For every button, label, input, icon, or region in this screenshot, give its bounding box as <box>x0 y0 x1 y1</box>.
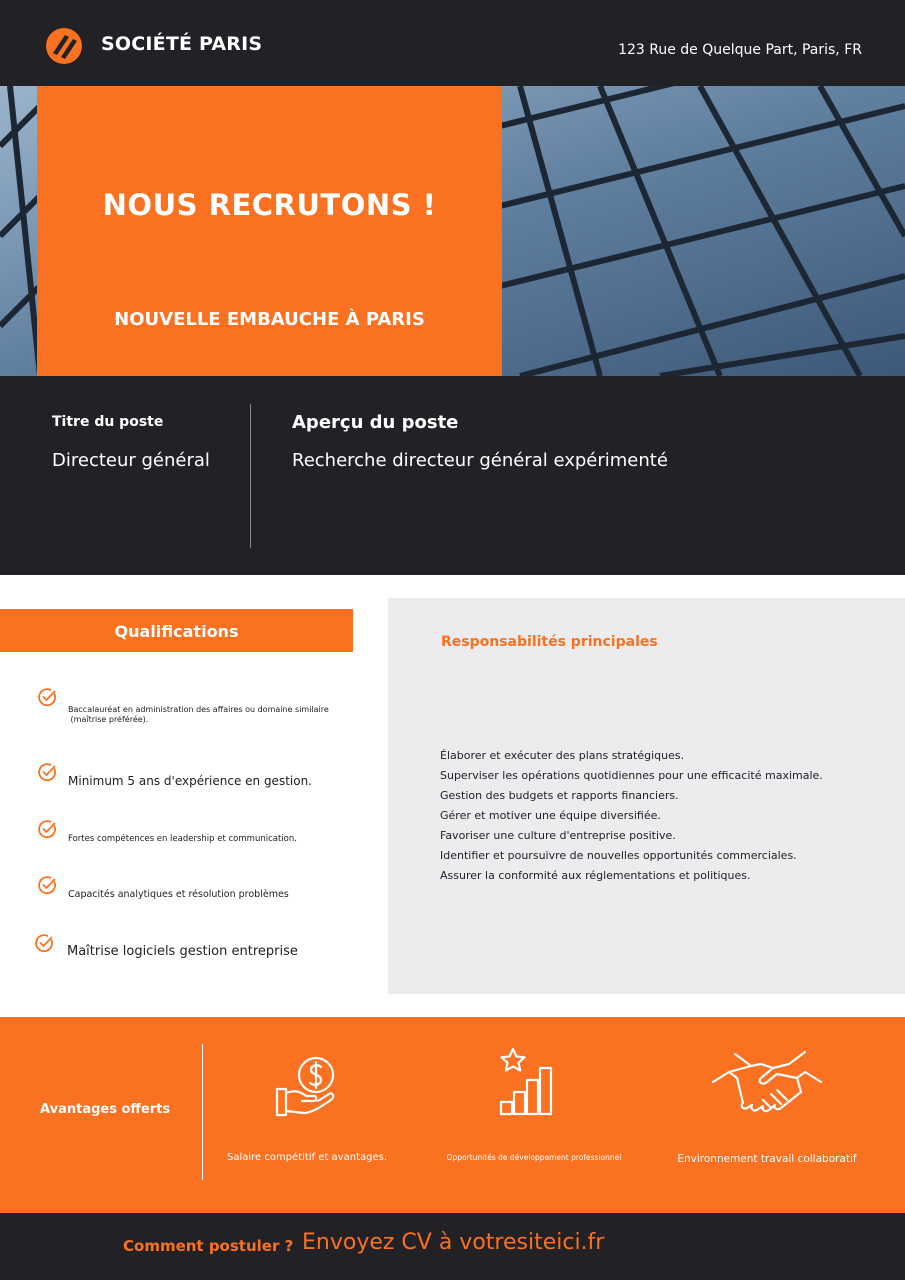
benefit-label: Environnement travail collaboratif <box>677 1153 857 1165</box>
qualification-item: Baccalauréat en administration des affaires ou domaine similaire (maîtrise préférée). <box>68 705 329 724</box>
company-address: 123 Rue de Quelque Part, Paris, FR <box>618 42 862 58</box>
qualification-item: Maîtrise logiciels gestion entreprise <box>67 944 298 959</box>
check-circle-icon <box>37 762 57 782</box>
check-circle-icon <box>34 933 54 953</box>
benefits-title: Avantages offerts <box>40 1102 171 1117</box>
apply-link[interactable]: Envoyez CV à votresiteici.fr <box>302 1230 605 1255</box>
qualification-item: Minimum 5 ans d'expérience en gestion. <box>68 774 312 788</box>
check-circle-icon <box>37 687 57 707</box>
check-circle-icon <box>37 875 57 895</box>
responsibilities-list <box>440 746 823 886</box>
company-name: SOCIÉTÉ PARIS <box>101 33 263 55</box>
job-title-label: Titre du poste <box>52 414 164 430</box>
company-logo <box>45 27 83 65</box>
responsibility-item: Assurer la conformité aux réglementations et politiques. <box>440 869 751 882</box>
job-overview-label: Aperçu du poste <box>292 412 459 433</box>
job-title-value: Directeur général <box>52 450 210 471</box>
check-circle-icon <box>37 819 57 839</box>
qualification-item: Fortes compétences en leadership et communication. <box>68 834 297 844</box>
job-overview-section <box>0 376 905 575</box>
hero-title: NOUS RECRUTONS ! <box>102 188 437 222</box>
hero-subtitle: NOUVELLE EMBAUCHE À PARIS <box>114 309 425 330</box>
responsibility-item: Gérer et motiver une équipe diversifiée. <box>440 809 661 822</box>
qualifications-title: Qualifications <box>114 622 239 641</box>
apply-label: Comment postuler ? <box>123 1237 294 1255</box>
hero-panel <box>37 86 502 376</box>
overview-divider <box>250 404 251 548</box>
qualification-item: Capacités analytiques et résolution problèmes <box>68 889 289 900</box>
responsibilities-title: Responsabilités principales <box>441 634 658 650</box>
responsibility-item: Favoriser une culture d'entreprise positive. <box>440 829 676 842</box>
responsibility-item: Gestion des budgets et rapports financiers. <box>440 789 679 802</box>
salary-hand-icon <box>274 1055 340 1119</box>
responsibility-item: Élaborer et exécuter des plans stratégiques. <box>440 749 685 762</box>
responsibility-item: Identifier et poursuivre de nouvelles opportunités commerciales. <box>440 849 797 862</box>
handshake-icon <box>711 1050 823 1116</box>
benefits-divider <box>202 1044 203 1180</box>
growth-chart-icon <box>497 1046 569 1118</box>
job-overview-value: Recherche directeur général expérimenté <box>292 450 668 471</box>
benefit-label: Salaire compétitif et avantages. <box>226 1152 388 1163</box>
responsibility-item: Superviser les opérations quotidiennes pour une efficacité maximale. <box>440 769 823 782</box>
benefit-label: Opportunités de développement professionnel <box>446 1153 622 1162</box>
